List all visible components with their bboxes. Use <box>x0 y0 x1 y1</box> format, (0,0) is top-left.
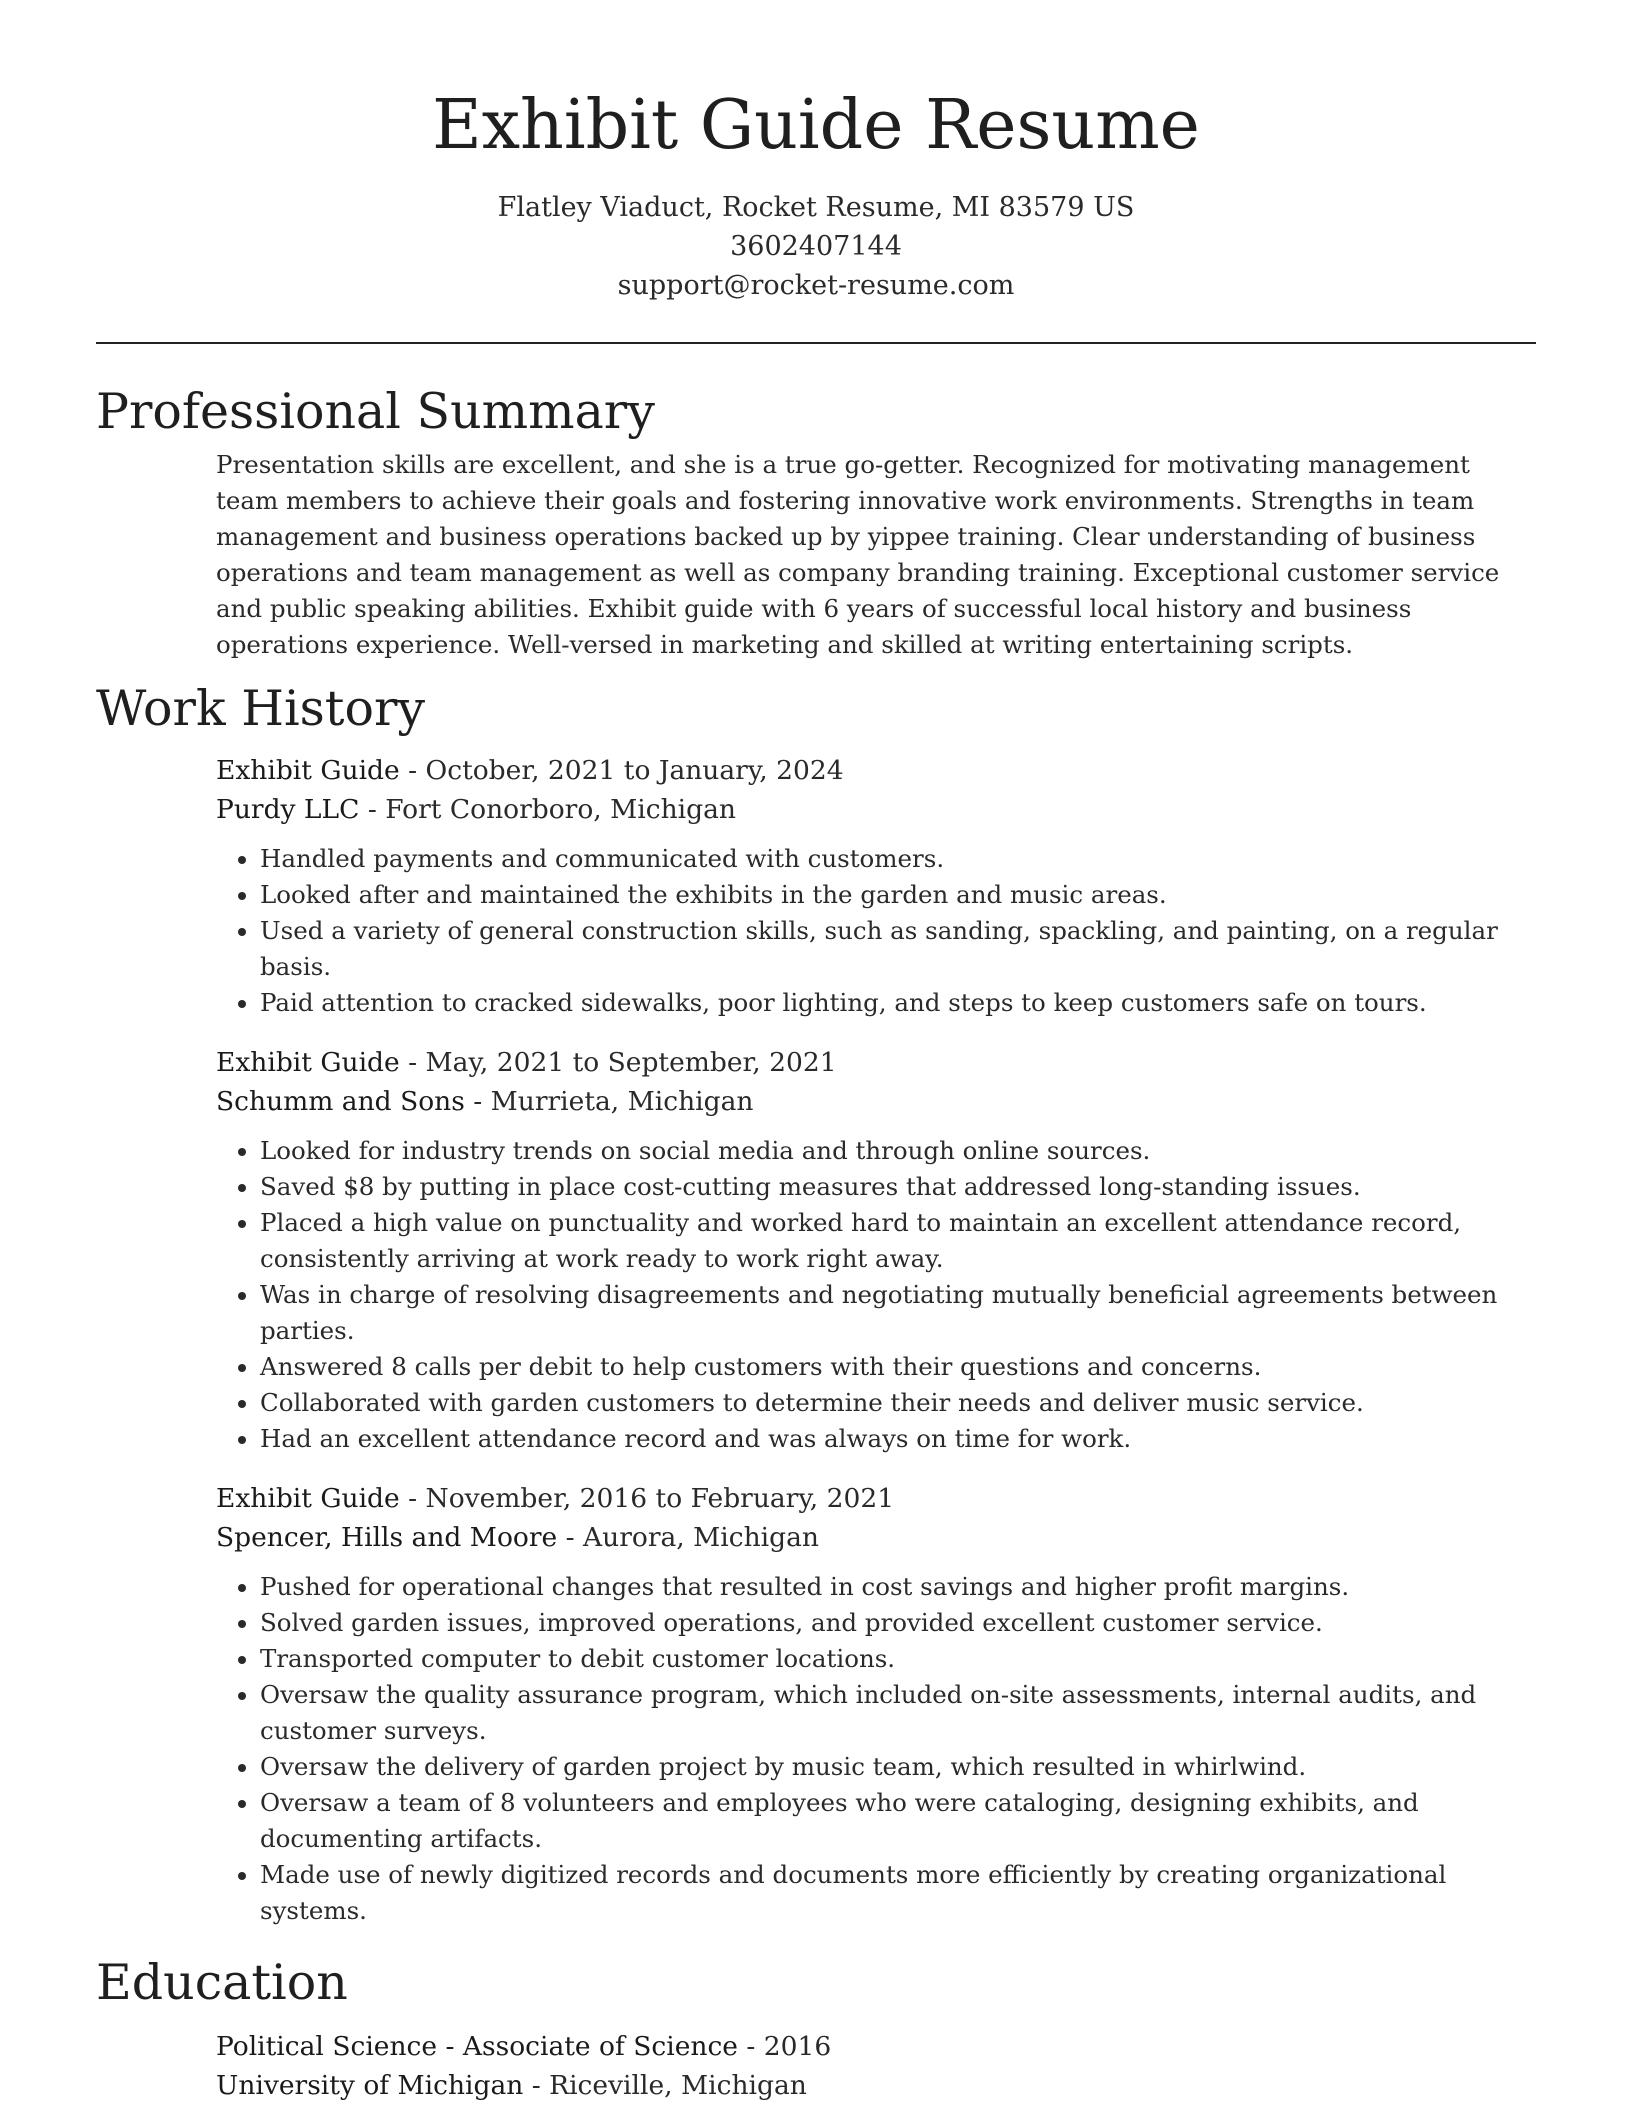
job-location: - Murrieta, Michigan <box>464 1086 754 1117</box>
job-bullet: • Collaborated with garden customers to determine their needs and deliver music service. <box>260 1385 1536 1421</box>
job-bullet: • Placed a high value on punctuality and worked hard to maintain an excellent attendance record, consistently arriving at work ready to work right away. <box>260 1205 1536 1277</box>
job-bullet: • Pushed for operational changes that resulted in cost savings and higher profit margins. <box>260 1569 1536 1605</box>
work-history-body <box>216 751 1536 1929</box>
summary-heading: Professional Summary <box>96 383 655 440</box>
job-bullet: • Oversaw a team of 8 volunteers and employees who were cataloging, designing exhibits, and documenting artifacts. <box>260 1785 1536 1857</box>
job-company-line <box>216 1518 1536 1557</box>
work-history-heading: Work History <box>96 680 426 737</box>
job-bullet: • Was in charge of resolving disagreements and negotiating mutually beneficial agreements between parties. <box>260 1277 1536 1349</box>
job-location: - Fort Conorboro, Michigan <box>359 794 736 825</box>
job-entry <box>216 1479 1536 1929</box>
job-bullet: • Paid attention to cracked sidewalks, poor lighting, and steps to keep customers safe on tours. <box>260 985 1536 1021</box>
summary-text: Presentation skills are excellent, and she is a true go-getter. Recognized for motivating management team members to achieve their goals and fostering innovative work environments. Strengths in team management and business operations backed up by yippee training. Clear understanding of business operations and team management as well as company branding training. Exceptional customer service and public speaking abilities. Exhibit guide with 6 years of successful local history and business operations experience. Well-versed in marketing and skilled at writing entertaining scripts. <box>216 450 1500 659</box>
job-role: Exhibit Guide <box>216 1483 400 1514</box>
job-bullet: • Oversaw the quality assurance program, which included on-site assessments, internal audits, and customer surveys. <box>260 1677 1536 1749</box>
job-bullet: • Solved garden issues, improved operations, and provided excellent customer service. <box>260 1605 1536 1641</box>
job-dates: - November, 2016 to February, 2021 <box>399 1483 895 1514</box>
contact-phone: 3602407144 <box>730 231 902 262</box>
job-title-line <box>216 751 1536 790</box>
job-company: Purdy LLC <box>216 794 360 825</box>
job-bullets <box>216 841 1536 1021</box>
job-bullets <box>216 1133 1536 1457</box>
job-bullet: • Answered 8 calls per debit to help customers with their questions and concerns. <box>260 1349 1536 1385</box>
job-bullet: • Looked after and maintained the exhibits in the garden and music areas. <box>260 877 1536 913</box>
job-title-line <box>216 1043 1536 1082</box>
job-dates: - May, 2021 to September, 2021 <box>399 1047 837 1078</box>
summary-section <box>96 380 1536 663</box>
job-entry <box>216 1043 1536 1457</box>
job-company-line <box>216 790 1536 829</box>
education-degree-line <box>216 2027 1536 2066</box>
job-bullet: • Used a variety of general construction skills, such as sanding, spackling, and painting, on a regular basis. <box>260 913 1536 985</box>
job-bullet: • Made use of newly digitized records and documents more efficiently by creating organizational systems. <box>260 1857 1536 1929</box>
education-school: University of Michigan <box>216 2070 524 2101</box>
resume-header <box>0 0 1632 305</box>
job-entry <box>216 751 1536 1021</box>
job-company-line <box>216 1082 1536 1121</box>
summary-body <box>216 447 1536 663</box>
job-company: Schumm and Sons <box>216 1086 465 1117</box>
job-role: Exhibit Guide <box>216 755 400 786</box>
resume-title: Exhibit Guide Resume <box>432 86 1200 165</box>
education-body <box>216 2027 1536 2105</box>
job-bullet: • Saved $8 by putting in place cost-cutting measures that addressed long-standing issues. <box>260 1169 1536 1205</box>
education-section <box>96 1951 1536 2105</box>
contact-email: support@rocket-resume.com <box>617 270 1015 301</box>
education-degree: Political Science - Associate of Science <box>216 2031 738 2062</box>
job-role: Exhibit Guide <box>216 1047 400 1078</box>
contact-address: Flatley Viaduct, Rocket Resume, MI 83579 US <box>497 192 1135 223</box>
job-title-line <box>216 1479 1536 1518</box>
job-bullet: • Oversaw the delivery of garden project by music team, which resulted in whirlwind. <box>260 1749 1536 1785</box>
job-bullet: • Had an excellent attendance record and was always on time for work. <box>260 1421 1536 1457</box>
education-location: - Riceville, Michigan <box>523 2070 807 2101</box>
job-bullet: • Transported computer to debit customer locations. <box>260 1641 1536 1677</box>
education-heading: Education <box>96 1954 348 2011</box>
resume-content <box>96 380 1536 2105</box>
education-year: - 2016 <box>737 2031 832 2062</box>
job-bullets <box>216 1569 1536 1929</box>
job-location: - Aurora, Michigan <box>557 1522 819 1553</box>
education-school-line <box>216 2066 1536 2105</box>
job-dates: - October, 2021 to January, 2024 <box>399 755 844 786</box>
work-history-section <box>96 677 1536 1929</box>
job-bullet: • Handled payments and communicated with customers. <box>260 841 1536 877</box>
job-company: Spencer, Hills and Moore <box>216 1522 558 1553</box>
job-bullet: • Looked for industry trends on social media and through online sources. <box>260 1133 1536 1169</box>
header-divider <box>96 342 1536 344</box>
